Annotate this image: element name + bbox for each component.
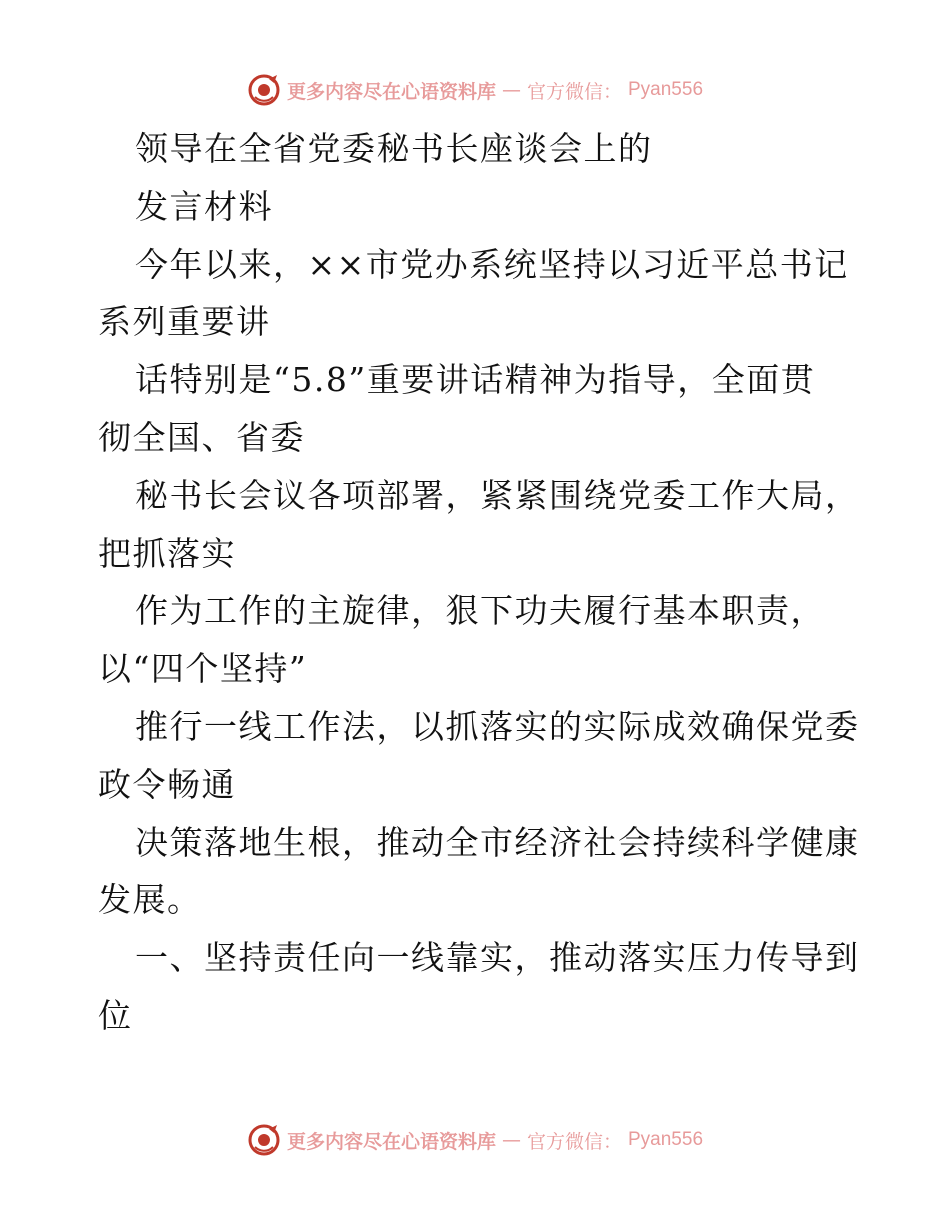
brand-logo-icon [247, 73, 281, 107]
paragraph-line: 发展。 [98, 880, 202, 920]
paragraph-line: 政令畅通 [98, 764, 236, 804]
paragraph-line: 推行一线工作法，以抓落实的实际成效确保党委 [135, 706, 860, 746]
header-watermark [0, 70, 950, 110]
watermark-text: 更多内容尽在心语资料库 [286, 1130, 496, 1153]
paragraph-line: 作为工作的主旋律，狠下功夫履行基本职责， [135, 591, 825, 631]
document-body [98, 120, 858, 1045]
watermark-wechat-label: 官方微信： [526, 80, 622, 103]
paragraph-line: 今年以来，××市党办系统坚持以习近平总书记 [135, 244, 849, 284]
footer-watermark [0, 1120, 950, 1160]
paragraph-line: 以“四个坚持” [98, 649, 308, 689]
paragraph-line: 系列重要讲 [98, 302, 271, 342]
paragraph-line: 话特别是“5.8”重要讲话精神为指导，全面贯 [135, 360, 816, 400]
section-heading-line: 一、坚持责任向一线靠实，推动落实压力传导到 [135, 938, 860, 978]
watermark-text: 更多内容尽在心语资料库 [286, 80, 496, 103]
brand-logo-icon [247, 1123, 281, 1157]
watermark-wechat-id: Pyan556 [628, 1129, 704, 1150]
paragraph-line: 决策落地生根，推动全市经济社会持续科学健康 [135, 822, 860, 862]
watermark-wechat-label: 官方微信： [526, 1130, 622, 1153]
subtitle-line: 发言材料 [135, 186, 273, 226]
paragraph-line: 把抓落实 [98, 533, 236, 573]
watermark-dash: — [501, 1129, 521, 1151]
watermark-wechat-id: Pyan556 [628, 79, 704, 100]
section-heading-line: 位 [98, 995, 133, 1035]
paragraph-line: 彻全国、省委 [98, 417, 305, 457]
title-line: 领导在全省党委秘书长座谈会上的 [135, 129, 653, 168]
watermark-dash: — [501, 79, 521, 101]
paragraph-line: 秘书长会议各项部署，紧紧围绕党委工作大局， [135, 475, 860, 515]
